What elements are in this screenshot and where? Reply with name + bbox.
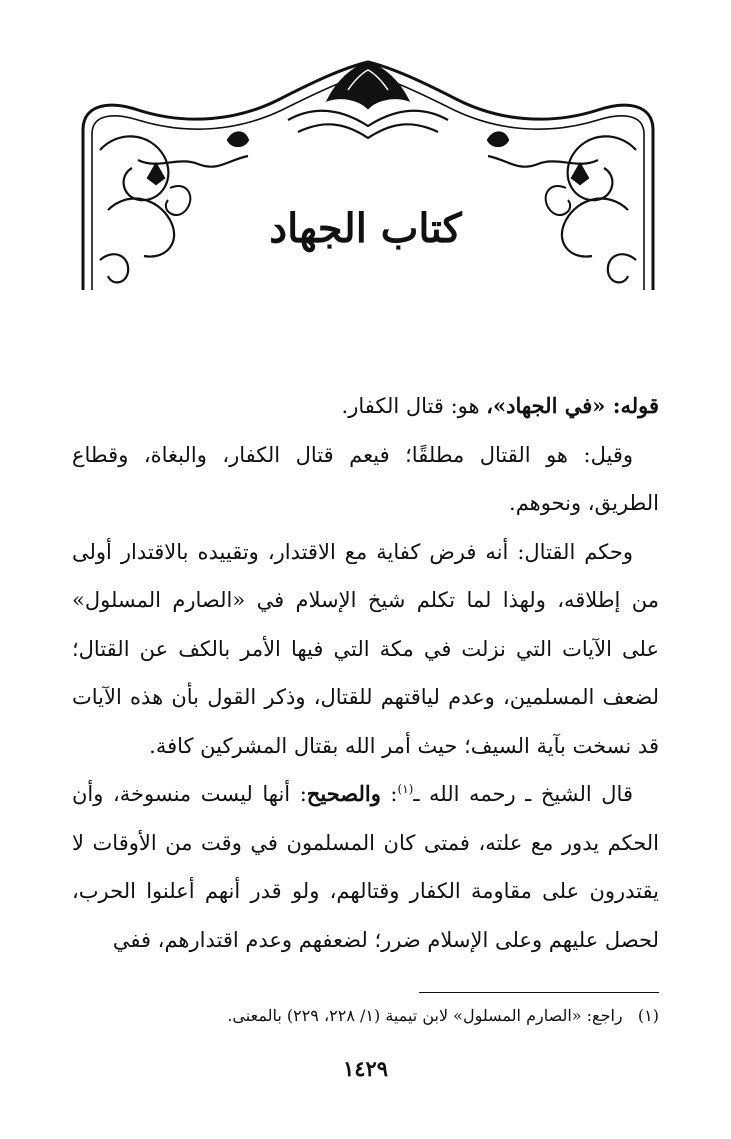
paragraph-text: قال الشيخ ـ رحمه الله ـ — [413, 782, 633, 806]
chapter-title: كتاب الجهاد — [269, 205, 462, 252]
footnote — [72, 1004, 659, 1028]
footnote-separator — [419, 992, 659, 993]
emphasized-term: والصحيح — [306, 781, 381, 806]
main-text — [72, 382, 659, 964]
page-number: ١٤٢٩ — [342, 1056, 389, 1081]
paragraph-text: : — [380, 782, 398, 806]
paragraph-1 — [72, 382, 659, 431]
footnote-reference: (١) — [397, 782, 414, 796]
paragraph-text: : أنها ليست منسوخة، وأن الحكم يدور مع علته، فمتى كان المسلمون في وقت من الأوقات لا يقتدرون على مقاومة الكفار وقتالهم، ولو قدر أنهم أعلنوا الحرب، لحصل عليهم وعلى الإسلام ضرر؛ لضعفهم وعدم اقتدارهم، ففي — [72, 782, 659, 952]
footnote-marker: (١) — [637, 1006, 659, 1025]
paragraph-4 — [72, 770, 659, 964]
paragraph-text: هو: قتال الكفار. — [341, 394, 487, 418]
paragraph-3: وحكم القتال: أنه فرض كفاية مع الاقتدار، وتقييده بالاقتدار أولى من إطلاقه، ولهذا لما تكلم شيخ الإسلام في «الصارم المسلول» على الآيات التي نزلت في مكة التي فيها الأمر بالكف عن القتال؛ لضعف المسلمين، وعدم لياقتهم للقتال، وذكر القول بأن هذه الآيات قد نسخت بآية السيف؛ حيث أمر الله بقتال المشركين كافة. — [72, 539, 659, 758]
chapter-header-ornament — [78, 60, 658, 292]
footnote-text: راجع: «الصارم المسلول» لابن تيمية (١/ ٢٢٨، ٢٢٩) بالمعنى. — [227, 1006, 623, 1025]
paragraph-2: وقيل: هو القتال مطلقًا؛ فيعم قتال الكفار، والبغاة، وقطاع الطريق، ونحوهم. — [72, 442, 659, 515]
quoted-lead: قوله: «في الجهاد»، — [486, 393, 659, 418]
